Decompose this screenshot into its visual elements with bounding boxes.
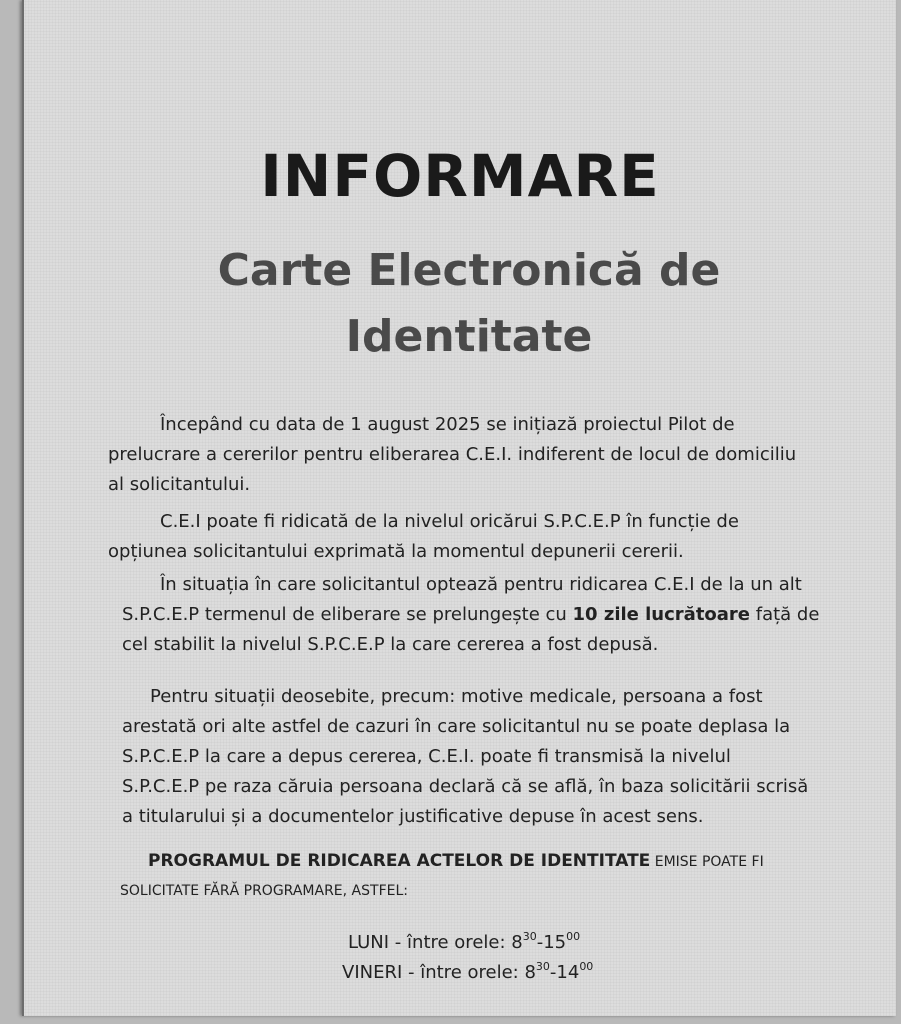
notice-paper [22,0,896,1016]
schedule-day: VINERI - [342,962,421,983]
pickup-hours [342,928,662,988]
subtitle-line-1: Carte Electronică de [217,245,721,296]
schedule-end-hour: -15 [536,932,567,953]
schedule-end-minutes: 00 [579,960,594,973]
schedule-row-friday [342,958,662,988]
paragraph-pickup-option: C.E.I poate fi ridicată de la nivelul oricărui S.P.C.E.P în funcție de opțiunea solicitantului exprimată la momentul depunerii cererii. [108,511,739,562]
working-days-highlight: 10 zile lucrătoare [572,604,751,625]
paragraph-extended-term [122,570,832,660]
schedule-start-minutes: 30 [535,960,550,973]
pickup-program-bold: PROGRAMUL DE RIDICAREA ACTELOR DE IDENTITATE [148,851,651,871]
subtitle-line-2: Identitate [345,311,593,362]
pickup-program-rest: EMISE POATE FI SOLICITATE FĂRĂ PROGRAMARE, ASTFEL: [120,854,764,899]
schedule-row-monday [342,928,662,958]
schedule-end-hour: -14 [549,962,580,983]
schedule-text: între orele: 8 [407,932,523,953]
schedule-start-minutes: 30 [522,930,537,943]
schedule-day: LUNI - [348,932,408,953]
schedule-end-minutes: 00 [566,930,581,943]
notice-subtitle [24,238,901,370]
paragraph-special-situations: Pentru situații deosebite, precum: motive medicale, persoana a fost arestată ori alte astfel de cazuri în care solicitantul nu se poate deplasa la S.P.C.E.P la care a depus cererea, C.E.I. poate fi transmisă la nivelul S.P.C.E.P pe raza căruia persoana declară că se află, în baza solicitării scrisă a titularului și a documentelor justificative depuse în acest sens. [122,686,809,827]
schedule-text: între orele: 8 [420,962,536,983]
paragraph-pilot-project: Începând cu data de 1 august 2025 se inițiază proiectul Pilot de prelucrare a cererilor pentru eliberarea C.E.I. indiferent de locul de domiciliu al solicitantului. [108,414,797,495]
paragraph-extended-term-start: În situația în care solicitantul optează pentru ridicarea C.E.I de la un alt S.P.C.E.P termenul de eliberare se prelungește cu [122,574,802,625]
paragraph-extended-term-end: față de cel stabilit la nivelul S.P.C.E.P la care cererea a fost depusă. [122,604,820,655]
notice-title: INFORMARE [260,142,660,210]
pickup-program-heading [120,847,840,905]
